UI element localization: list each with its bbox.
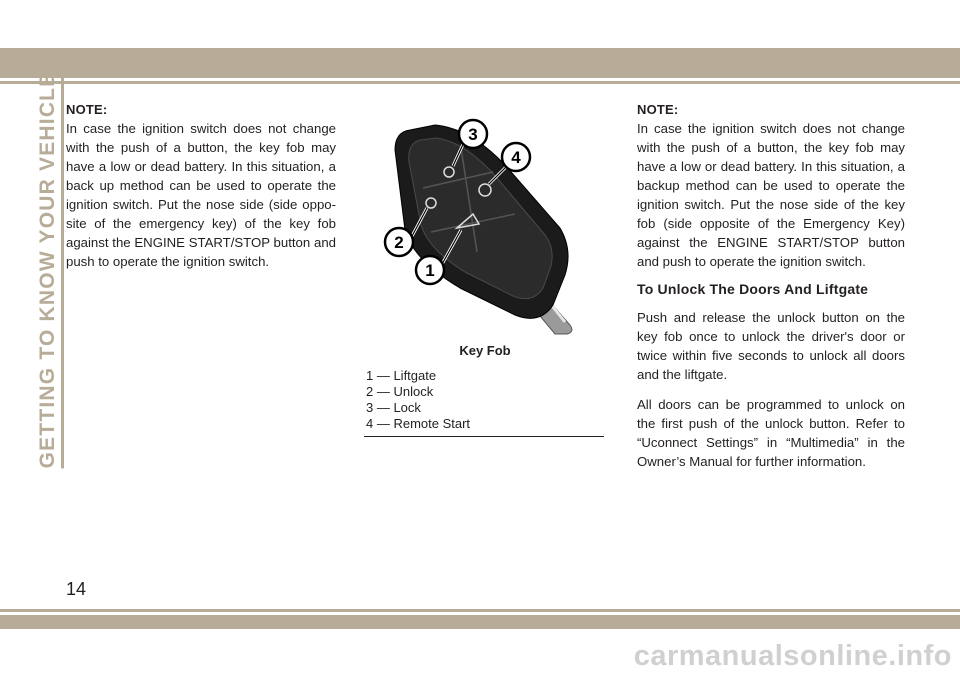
legend-item: 4 — Remote Start xyxy=(366,416,471,431)
legend-rule xyxy=(364,436,604,437)
note-label: NOTE: xyxy=(637,102,679,117)
figure-caption-title: Key Fob xyxy=(459,343,511,358)
callout-4 xyxy=(502,143,530,171)
left-column xyxy=(66,100,336,271)
figure-legend xyxy=(366,368,606,432)
footer-rule xyxy=(0,609,960,612)
header-bar xyxy=(0,48,960,78)
section-subheading: To Unlock The Doors And Liftgate xyxy=(637,281,869,297)
top-margin xyxy=(0,0,960,48)
note-label: NOTE: xyxy=(66,102,108,117)
callout-1-label: 1 xyxy=(425,261,435,280)
note-text: In case the ignition switch does not change with the push of a button, the key fob may have a low or dead battery. In this situation, a backup method can be used to operate the ignition switch. Put the nose side of the key fob (side opposite of the Emergency Key) against the ENGINE START/STOP button and push to operate the ignition switch. xyxy=(637,121,905,269)
legend-item: 3 — Lock xyxy=(366,400,421,415)
callout-2-label: 2 xyxy=(394,233,404,252)
callout-3-label: 3 xyxy=(468,125,478,144)
footer-bar xyxy=(0,615,960,629)
callout-1 xyxy=(416,256,444,284)
header-rule xyxy=(0,81,960,84)
callout-2 xyxy=(385,228,413,256)
body-paragraph: All doors can be programmed to unlock on the first push of the unlock button. Refer to “Uconnect Settings” in “Multimedia” in the Owner’s Manual for further information. xyxy=(637,397,905,469)
page-number: 14 xyxy=(66,579,87,599)
section-side-title: GETTING TO KNOW YOUR VEHICLE xyxy=(36,72,64,469)
note-text: In case the ignition switch does not change with the push of a button, the key fob may have a low or dead battery. In this situation, a back up method can be used to operate the ignition switch. Put the nose side (side oppo-site of the emergency key) of the key fob against the ENGINE START/STOP button and push to operate the ignition switch. xyxy=(66,121,336,269)
callout-3 xyxy=(459,120,487,148)
callout-4-label: 4 xyxy=(511,148,521,167)
key-fob-figure xyxy=(365,110,605,335)
legend-item: 1 — Liftgate xyxy=(366,368,437,383)
body-paragraph: Push and release the unlock button on the key fob once to unlock the driver's door or twice within five seconds to unlock all doors and the liftgate. xyxy=(637,310,905,382)
key-fob-illustration xyxy=(365,110,605,335)
right-column xyxy=(637,100,905,471)
legend-item: 2 — Unlock xyxy=(366,384,434,399)
watermark: carmanualsonline.info xyxy=(633,640,952,672)
